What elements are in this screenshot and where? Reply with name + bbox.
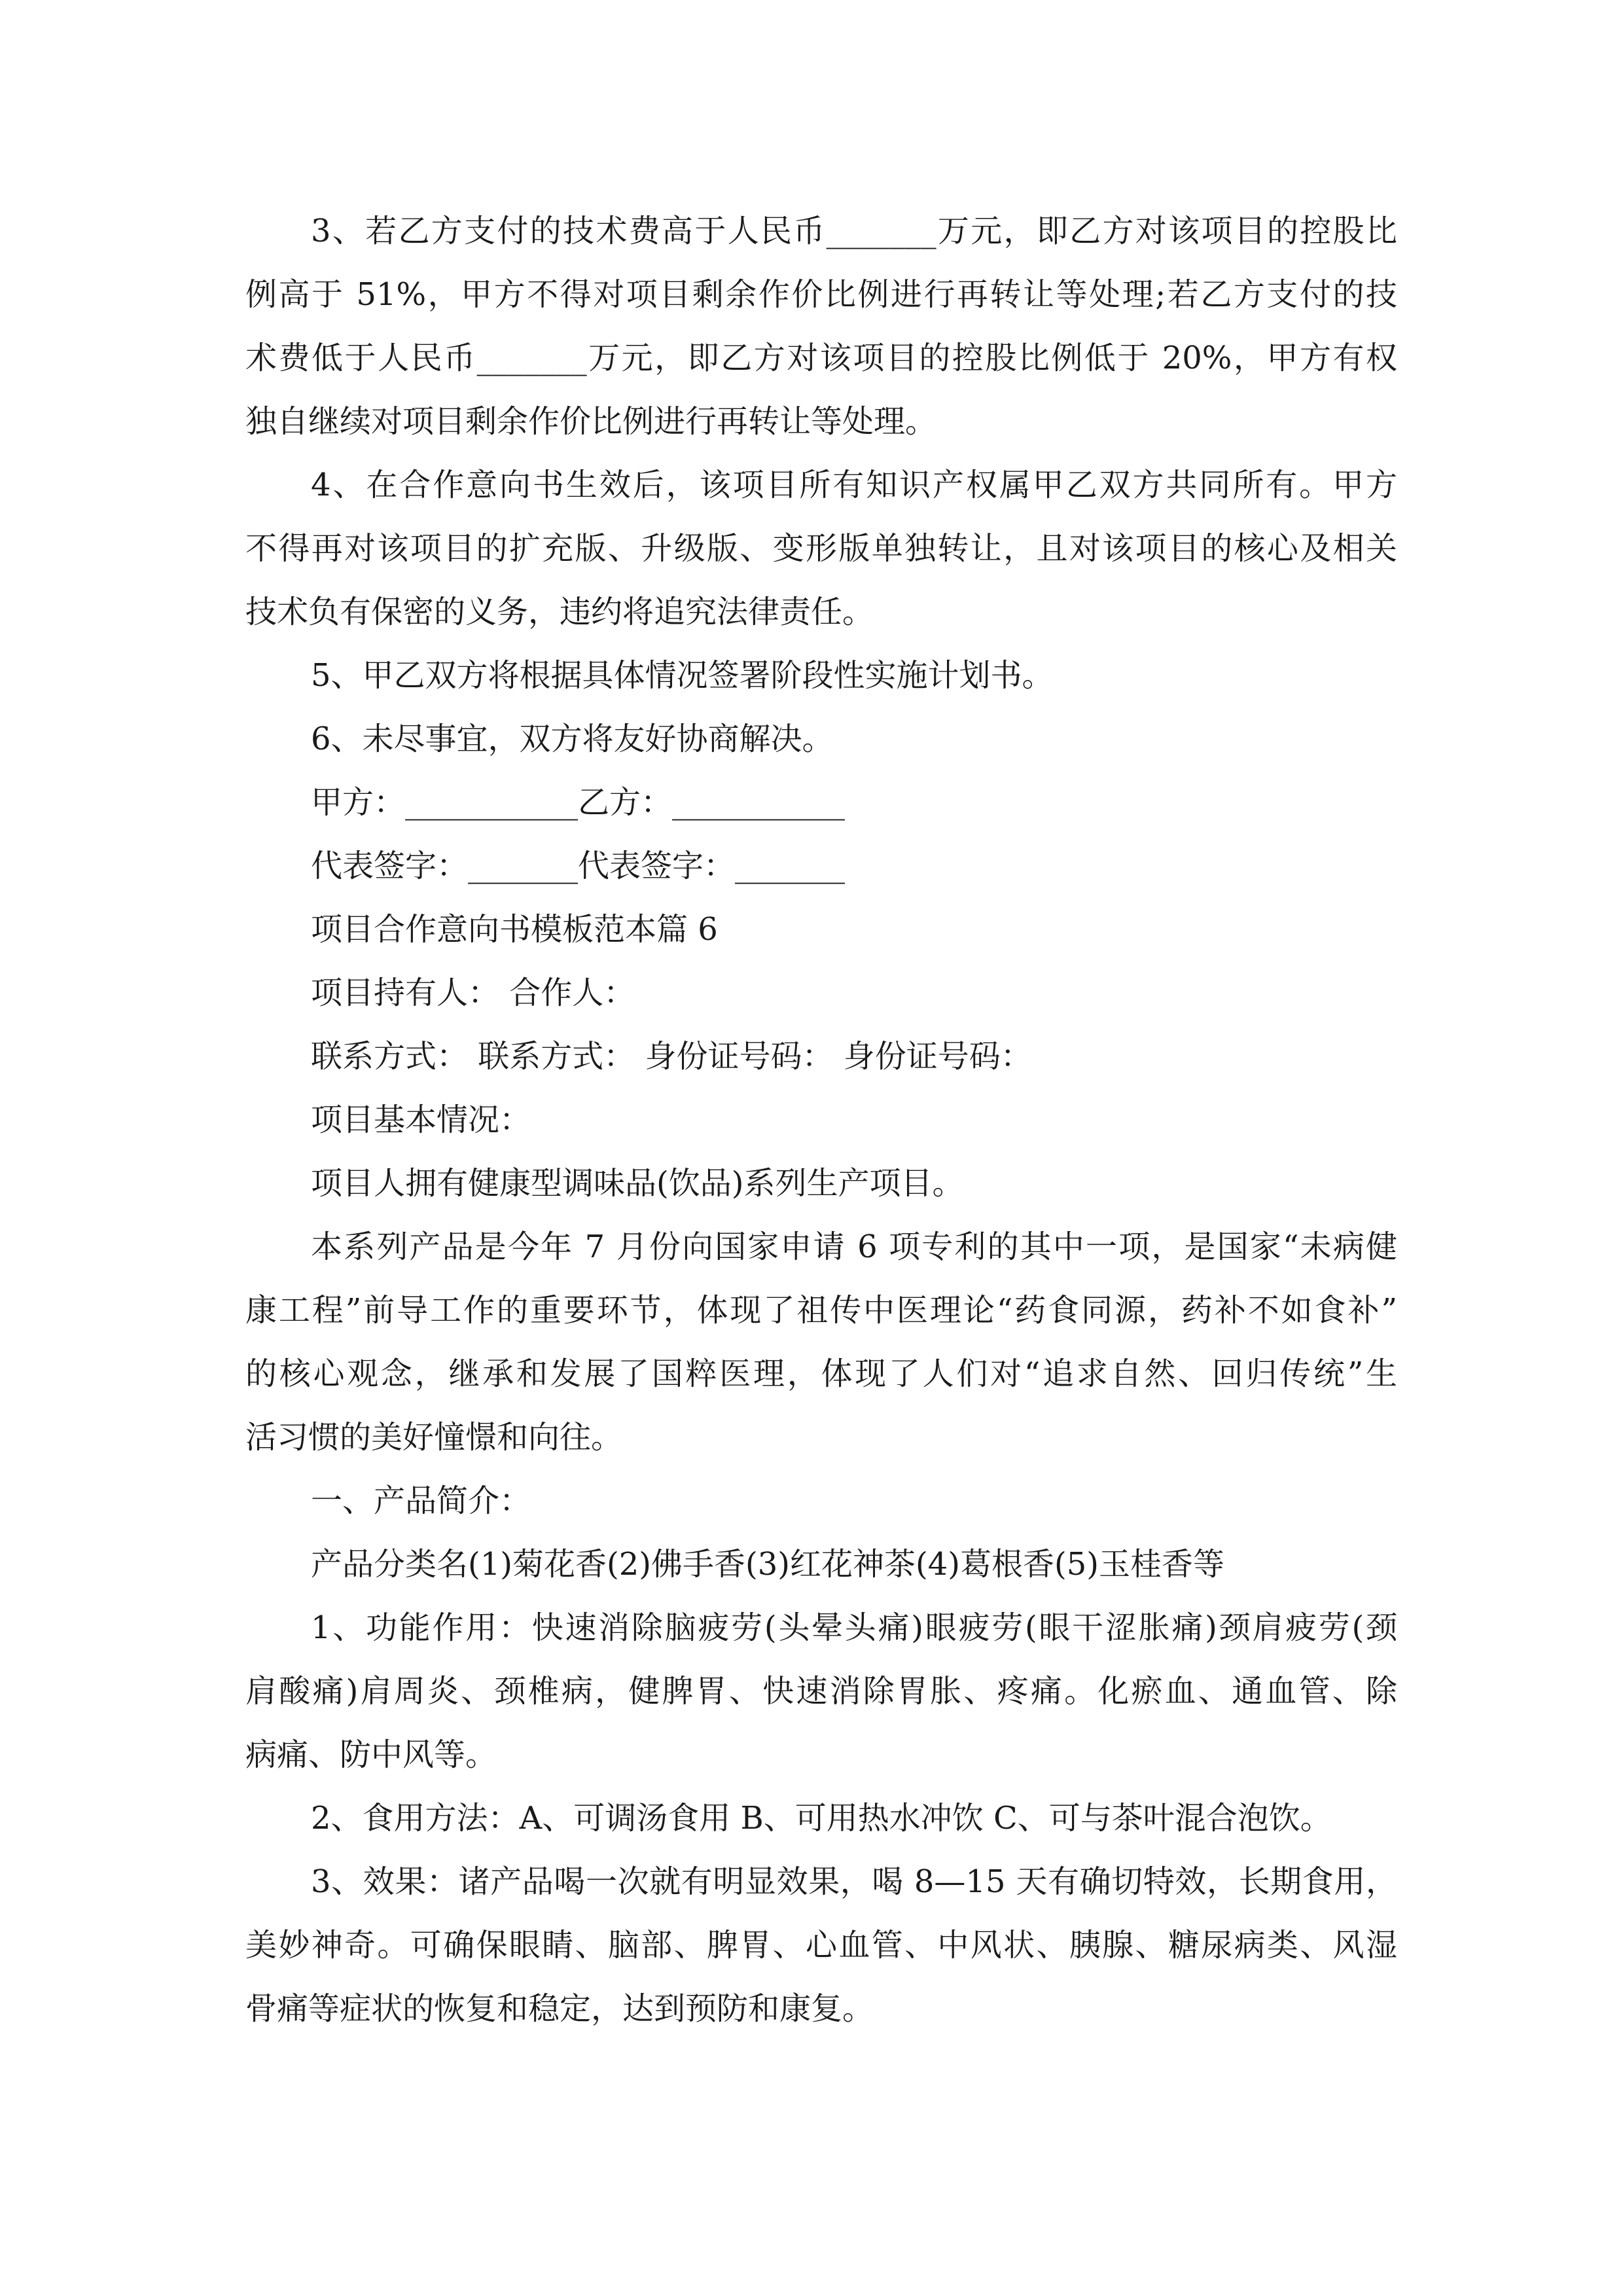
signature-line-representatives: 代表签字：_______代表签字：_______ xyxy=(311,848,846,884)
paragraph-line: 2、食用方法：A、可调汤食用 B、可用热水冲饮 C、可与茶叶混合泡饮。 xyxy=(311,1800,1332,1837)
paragraph-line: 活习惯的美好憧憬和向往。 xyxy=(245,1419,623,1456)
paragraph-line: 肩酸痛)肩周炎、颈椎病，健脾胃、快速消除胃胀、疼痛。化瘀血、通血管、除 xyxy=(245,1673,1397,1710)
field-line-contact: 联系方式： 联系方式： 身份证号码： 身份证号码： xyxy=(311,1038,1032,1075)
paragraph-line: 4、在合作意向书生效后，该项目所有知识产权属甲乙双方共同所有。甲方 xyxy=(311,467,1397,503)
paragraph-line: 产品分类名(1)菊花香(2)佛手香(3)红花神茶(4)葛根香(5)玉桂香等 xyxy=(311,1546,1224,1583)
section-heading: 一、产品简介： xyxy=(311,1482,531,1519)
paragraph-line: 病痛、防中风等。 xyxy=(245,1736,497,1773)
paragraph-line: 康工程”前导工作的重要环节，体现了祖传中医理论“药食同源，药补不如食补” xyxy=(245,1292,1397,1329)
paragraph-line: 技术负有保密的义务，违约将追究法律责任。 xyxy=(245,594,874,630)
signature-line-parties: 甲方：___________乙方：___________ xyxy=(311,784,846,821)
paragraph-line: 术费低于人民币_______万元，即乙方对该项目的控股比例低于 20%，甲方有权 xyxy=(245,340,1397,376)
paragraph-line: 6、未尽事宜，双方将友好协商解决。 xyxy=(311,721,834,757)
paragraph-line: 本系列产品是今年 7 月份向国家申请 6 项专利的其中一项，是国家“未病健 xyxy=(311,1229,1397,1265)
paragraph-line: 3、效果：诸产品喝一次就有明显效果，喝 8—15 天有确切特效，长期食用， xyxy=(311,1863,1397,1900)
paragraph-line: 3、若乙方支付的技术费高于人民币_______万元，即乙方对该项目的控股比 xyxy=(311,213,1397,249)
paragraph-line: 不得再对该项目的扩充版、升级版、变形版单独转让，且对该项目的核心及相关 xyxy=(245,530,1397,567)
paragraph-line: 5、甲乙双方将根据具体情况签署阶段性实施计划书。 xyxy=(311,657,1054,694)
paragraph-line: 1、功能作用：快速消除脑疲劳(头晕头痛)眼疲劳(眼干涩胀痛)颈肩疲劳(颈 xyxy=(311,1609,1397,1646)
paragraph-line: 的核心观念，继承和发展了国粹医理，体现了人们对“追求自然、回归传统”生 xyxy=(245,1355,1397,1392)
field-line-basic-info: 项目基本情况： xyxy=(311,1102,531,1138)
paragraph-line: 项目人拥有健康型调味品(饮品)系列生产项目。 xyxy=(311,1165,964,1202)
paragraph-line: 独自继续对项目剩余作价比例进行再转让等处理。 xyxy=(245,403,937,440)
paragraph-line: 例高于 51%，甲方不得对项目剩余作价比例进行再转让等处理;若乙方支付的技 xyxy=(245,276,1397,313)
section-heading: 项目合作意向书模板范本篇 6 xyxy=(311,911,718,948)
paragraph-line: 美妙神奇。可确保眼睛、脑部、脾胃、心血管、中风状、胰腺、糖尿病类、风湿 xyxy=(245,1927,1397,1964)
field-line-holder: 项目持有人： 合作人： xyxy=(311,975,635,1011)
paragraph-line: 骨痛等症状的恢复和稳定，达到预防和康复。 xyxy=(245,1990,874,2027)
